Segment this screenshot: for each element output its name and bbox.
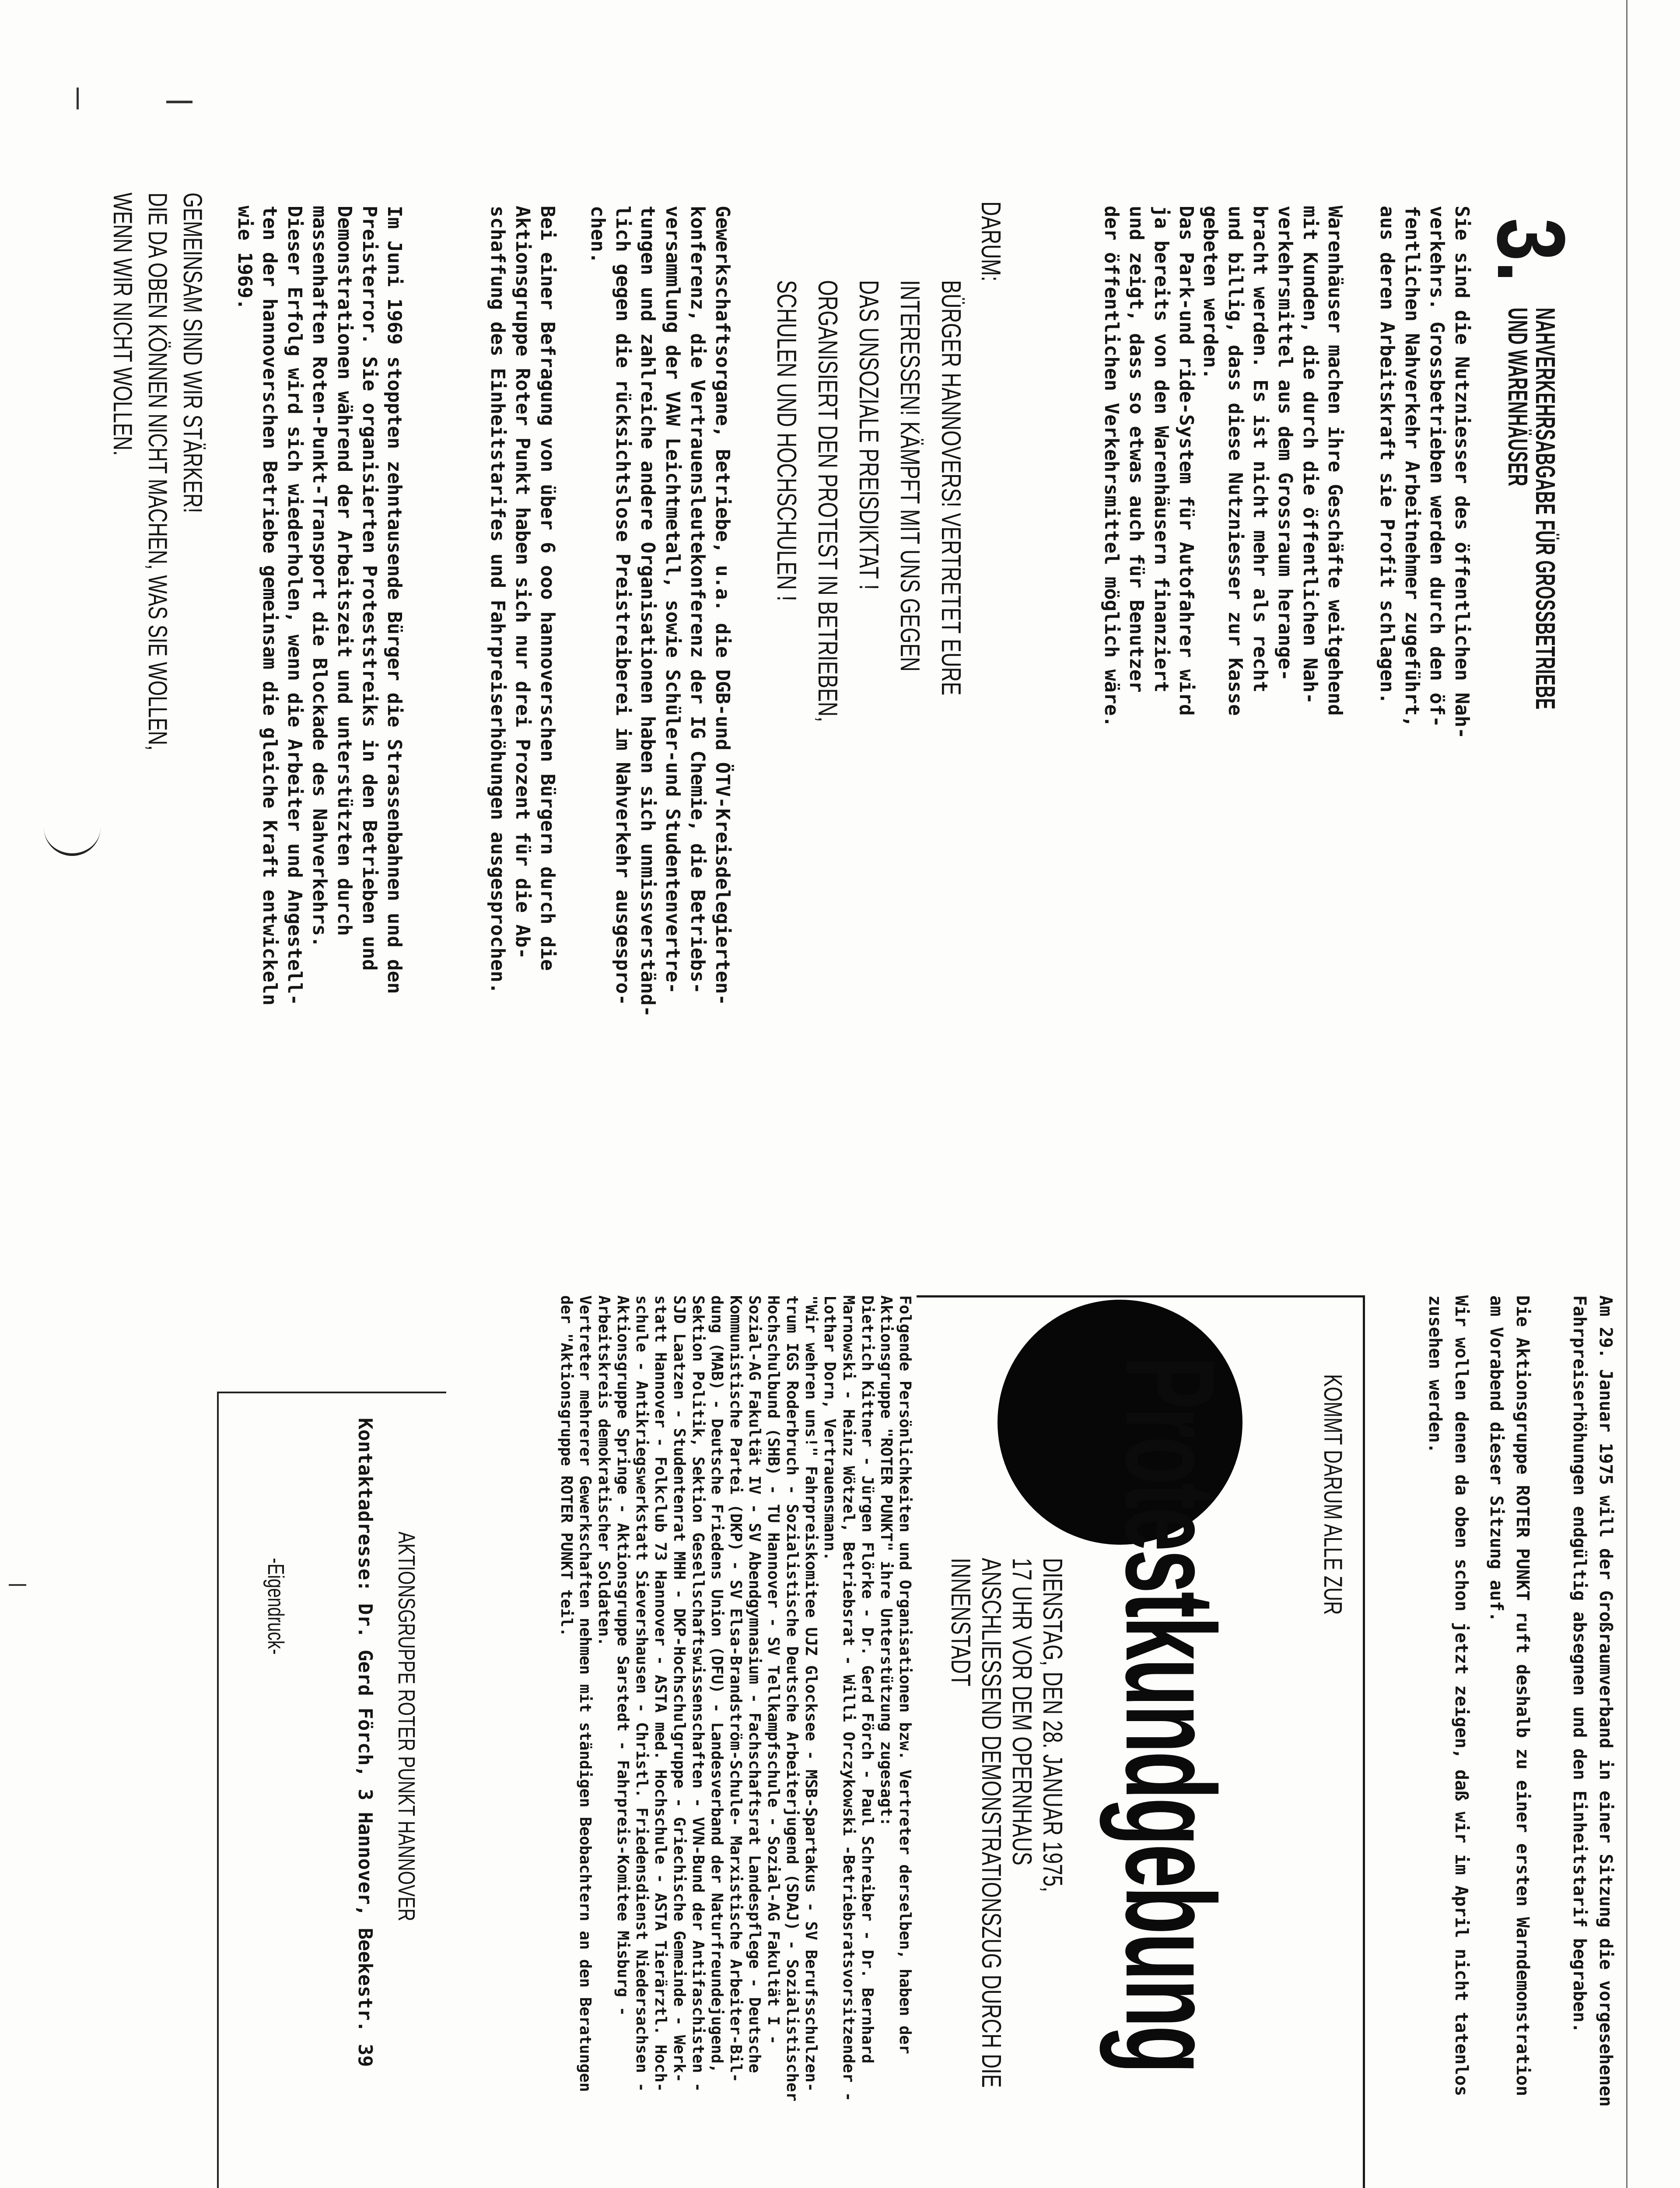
event-details: DIENSTAG, DEN 28. JANUAR 1975, 17 UHR VOR DEM OPERNHAUS ANSCHLIESSEND DEMONSTRATIONSZUG DURCH DIE INNENSTADT <box>945 1558 1068 2088</box>
darum-label: DARUM: <box>976 201 1006 282</box>
paragraph: Gewerkschaftsorgane, Betriebe, u.a. die DGB-und ÖTV-Kreisdelegierten- konferenz, die Vertrauensleutekonferenz der IG Chemie, die Betriebs- versammlung der VAW Leichtmetall, sowie Schüler-und Studentenvertre- tungen und zahlreiche andere Organisationen haben sich unmissverständ- lich gegen die rücksichtslose Preistreiberei im Nahverkehr ausgespro- chen. <box>587 206 734 1017</box>
intro-paragraph: Am 29. Januar 1975 will der Großraumverband in einer Sitzung die vorgesehenen Fahrpreiserhöhungen endgültig absegnen und den Einheitstarif begraben. <box>1569 1295 1616 2107</box>
section-title <box>1504 308 1559 710</box>
intro-paragraph: Die Aktionsgruppe ROTER PUNKT ruft deshalb zu einer ersten Warndemonstration am Vorabend dieser Sitzung auf. <box>1486 1295 1533 2097</box>
supporters-list: Folgende Persönlichkeiten und Organisationen bzw. Vertreter derselben, haben der Aktionsgruppe "ROTER PUNKT" ihre Unterstützung zugesagt: Dietrich Kittner - Jürgen Flörke - Dr. Gerd Förch - Paul Schreiber - Dr. Bernhard Marnowski - Heinz Wötzel, Betriebsrat - Willi Orczykowski -Betriebsratsvorsitzender - Lothar Dorn, Vertrauensmann. "Wir wehren uns!" Fahrpreiskomitee UJZ Glocksee - MSB-Spartakus - SV Berufsschulzen- trum IGS Roderbruch - Sozialistische Deutsche Arbeiterjugend (SDAJ) - Sozialistischer Hochschulbund (SHB) - TU Hannover - SV Tellkampfschule - Sozial-AG Fakultät I - Sozial-AG Fakultät IV - SV Abendgymnasium - Fachschaftsrat Landespflege - Deutsche Kommunistische Partei (DKP) - SV Elsa-Brandström-Schule- Marxistische Arbeiter-Bil- dung (MAB) - Deutsche Friedens Union (DFU) - Landesverband der Naturfreundejugend, Sektion Politik, Sektion Gesellschaftswissenschaften - VVN-Bund der Antifaschisten - SJD Laatzen - Studentenrat MHH - DKP-Hochschulgruppe - Griechische Gemeinde - Werk- statt Hannover - Folkclub 73 Hannover - ASTA med. Hochschule - ASTA Tierärztl. Hoch- schule - Antikriegswerkstatt Sievershausen - Christl. Friedensdienst Niedersachsen - Aktionsgruppe Springe - Aktionsgruppe Sarstedt - Fahrpreis-Komitee Misburg - Arbeitskreis demokratischer Soldaten. Vertreter mehrerer Gewerkschaften nehmen mit ständigen Beobachtern an den Beratungen der "Aktionsgruppe ROTER PUNKT teil. <box>557 1295 914 2102</box>
paragraph: Bei einer Befragung von über 6 ooo hannoverschen Bürgern durch die Aktionsgruppe Roter Punkt haben sich nur drei Prozent für die Ab- schaffung des Einheitstarifes und Fahrpreiserhöhungen ausgesprochen. <box>486 206 559 994</box>
flyer-headline: Protestkundgebung <box>1099 1357 1241 2072</box>
handwritten-bracket <box>44 827 101 856</box>
organization-name: AKTIONSGRUPPE ROTER PUNKT HANNOVER <box>393 1532 420 1922</box>
print-note: -Eigendruck- <box>263 1558 288 1655</box>
paragraph: Sie sind die Nutzniesser des öffentlichen Nah- verkehrs. Grossbetrieben werden durch den öf- fentlichen Nahverkehr Arbeitnehmer zugeführt, aus deren Arbeitskraft sie Profit schlagen. <box>1376 206 1473 739</box>
paragraph: Im Juni 1969 stoppten zehntausende Bürger die Strassenbahnen und den Preisterror. Sie organisierten Proteststreiks in den Betrieben und Demonstrationen während der Arbeitszeit und unterstützten durch massenhaften Roten-Punkt-Transport die Blockade des Nahverkehrs. Dieser Erfolg wird sich wiederholen, wenn die Arbeiter und Angestell- ten der hannoverschen Betriebe gemeinsam die gleiche Kraft entwickeln wie 1969. <box>234 206 406 1006</box>
scan-edge-line <box>1626 0 1628 2188</box>
section-title-line: NAHVERKEHRSABGABE FÜR GROSSBETRIEBE <box>1530 308 1561 710</box>
paragraph: Warenhäuser machen ihre Geschäfte weitgehend mit Kunden, die durch die öffentlichen Nah- verkehrsmittel aus dem Grossraum herange- bracht werden. Es ist nicht mehr als recht und billig, dass diese Nutzniesser zur Kasse gebeten werden. <box>1199 206 1346 716</box>
scan-mark <box>166 101 192 103</box>
scan-mark <box>9 1584 26 1586</box>
intro-paragraph: Wir wollen denen da oben schon jetzt zeigen, daß wir im April nicht tatenlos zusehen werden. <box>1425 1295 1471 2097</box>
section-heading <box>1477 210 1585 956</box>
paragraph: Das Park-und ride-System für Autofahrer wird ja bereits von den Warenhäusern finanziert und zeigt, dass so etwas auch für Benutzer der öffentlichen Verkehrsmittel möglich wäre. <box>1100 206 1197 728</box>
appeal-text: BÜRGER HANNOVERS! VERTRETET EURE INTERESSEN! KÄMPFT MIT UNS GEGEN DAS UNSOZIALE PREISDIKTAT ! ORGANISIERT DEN PROTEST IN BETRIEBEN, SCHULEN UND HOCHSCHULEN ! <box>771 280 966 722</box>
contact-address: Kontaktadresse: Dr. Gerd Förch, 3 Hannover, Beekestr. 39 <box>354 1418 376 2067</box>
section-number: 3. <box>1477 218 1585 283</box>
closing-slogans: GEMEINSAM SIND WIR STÄRKER! DIE DA OBEN KÖNNEN NICHT MACHEN, WAS SIE WOLLEN, WENN WIR NICHT WOLLEN. <box>108 193 207 751</box>
scan-mark <box>77 88 79 109</box>
section-title-line: UND WARENHÄUSER <box>1502 308 1533 487</box>
flyer-lead: KOMMT DARUM ALLE ZUR <box>1319 1374 1347 1615</box>
